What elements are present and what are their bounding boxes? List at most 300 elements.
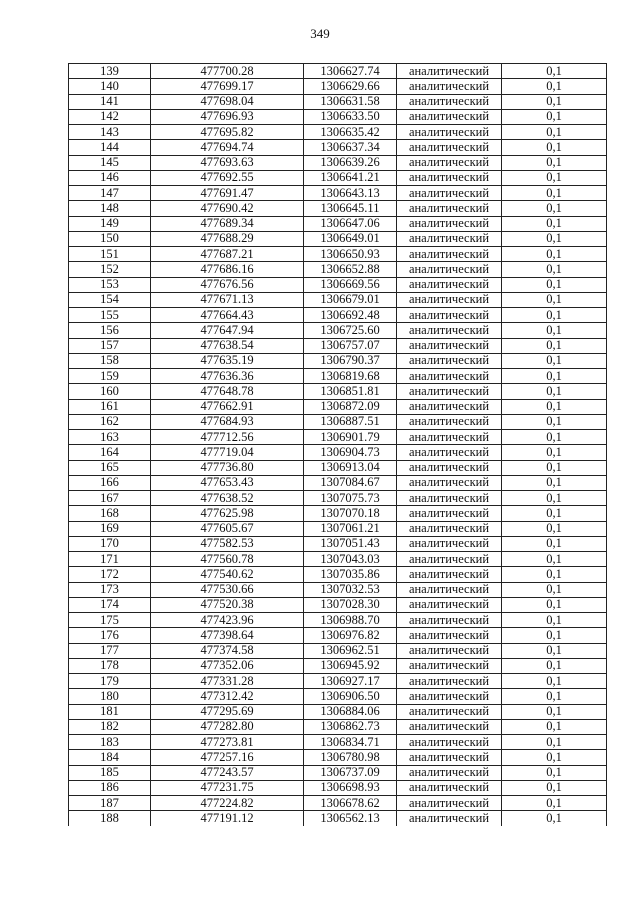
method-cell: аналитический	[397, 323, 502, 338]
y-coordinate-cell: 1306692.48	[304, 308, 397, 323]
x-coordinate-cell: 477689.34	[151, 216, 304, 231]
table-row	[69, 216, 607, 231]
accuracy-cell: 0,1	[502, 384, 607, 399]
accuracy-cell: 0,1	[502, 735, 607, 750]
y-coordinate-cell: 1306904.73	[304, 445, 397, 460]
point-number-cell: 147	[69, 186, 151, 201]
x-coordinate-cell: 477520.38	[151, 597, 304, 612]
point-number-cell: 180	[69, 689, 151, 704]
table-row	[69, 308, 607, 323]
accuracy-cell: 0,1	[502, 292, 607, 307]
accuracy-cell: 0,1	[502, 277, 607, 292]
method-cell: аналитический	[397, 704, 502, 719]
point-number-cell: 179	[69, 674, 151, 689]
x-coordinate-cell: 477331.28	[151, 674, 304, 689]
y-coordinate-cell: 1306641.21	[304, 170, 397, 185]
table-row	[69, 155, 607, 170]
table-row	[69, 689, 607, 704]
accuracy-cell: 0,1	[502, 597, 607, 612]
table-row	[69, 643, 607, 658]
x-coordinate-cell: 477676.56	[151, 277, 304, 292]
method-cell: аналитический	[397, 552, 502, 567]
table-row	[69, 414, 607, 429]
y-coordinate-cell: 1306649.01	[304, 231, 397, 246]
x-coordinate-cell: 477282.80	[151, 719, 304, 734]
accuracy-cell: 0,1	[502, 765, 607, 780]
accuracy-cell: 0,1	[502, 460, 607, 475]
x-coordinate-cell: 477560.78	[151, 552, 304, 567]
y-coordinate-cell: 1306819.68	[304, 369, 397, 384]
y-coordinate-cell: 1306698.93	[304, 780, 397, 795]
x-coordinate-cell: 477696.93	[151, 109, 304, 124]
accuracy-cell: 0,1	[502, 94, 607, 109]
accuracy-cell: 0,1	[502, 247, 607, 262]
y-coordinate-cell: 1306962.51	[304, 643, 397, 658]
x-coordinate-cell: 477638.54	[151, 338, 304, 353]
table-row	[69, 109, 607, 124]
x-coordinate-cell: 477224.82	[151, 796, 304, 811]
x-coordinate-cell: 477423.96	[151, 613, 304, 628]
accuracy-cell: 0,1	[502, 506, 607, 521]
table-row	[69, 170, 607, 185]
accuracy-cell: 0,1	[502, 811, 607, 826]
method-cell: аналитический	[397, 216, 502, 231]
x-coordinate-cell: 477693.63	[151, 155, 304, 170]
y-coordinate-cell: 1307043.03	[304, 552, 397, 567]
method-cell: аналитический	[397, 719, 502, 734]
accuracy-cell: 0,1	[502, 491, 607, 506]
method-cell: аналитический	[397, 445, 502, 460]
table-row	[69, 79, 607, 94]
y-coordinate-cell: 1307035.86	[304, 567, 397, 582]
point-number-cell: 173	[69, 582, 151, 597]
point-number-cell: 139	[69, 64, 151, 79]
point-number-cell: 144	[69, 140, 151, 155]
accuracy-cell: 0,1	[502, 643, 607, 658]
y-coordinate-cell: 1306635.42	[304, 125, 397, 140]
y-coordinate-cell: 1306737.09	[304, 765, 397, 780]
accuracy-cell: 0,1	[502, 674, 607, 689]
point-number-cell: 178	[69, 658, 151, 673]
method-cell: аналитический	[397, 353, 502, 368]
method-cell: аналитический	[397, 79, 502, 94]
accuracy-cell: 0,1	[502, 750, 607, 765]
point-number-cell: 164	[69, 445, 151, 460]
method-cell: аналитический	[397, 247, 502, 262]
method-cell: аналитический	[397, 735, 502, 750]
y-coordinate-cell: 1307075.73	[304, 491, 397, 506]
point-number-cell: 140	[69, 79, 151, 94]
point-number-cell: 169	[69, 521, 151, 536]
x-coordinate-cell: 477231.75	[151, 780, 304, 795]
accuracy-cell: 0,1	[502, 308, 607, 323]
point-number-cell: 146	[69, 170, 151, 185]
point-number-cell: 151	[69, 247, 151, 262]
y-coordinate-cell: 1307070.18	[304, 506, 397, 521]
y-coordinate-cell: 1306790.37	[304, 353, 397, 368]
method-cell: аналитический	[397, 140, 502, 155]
y-coordinate-cell: 1306678.62	[304, 796, 397, 811]
table-row	[69, 125, 607, 140]
method-cell: аналитический	[397, 94, 502, 109]
x-coordinate-cell: 477662.91	[151, 399, 304, 414]
point-number-cell: 175	[69, 613, 151, 628]
table-row	[69, 582, 607, 597]
accuracy-cell: 0,1	[502, 719, 607, 734]
x-coordinate-cell: 477352.06	[151, 658, 304, 673]
x-coordinate-cell: 477671.13	[151, 292, 304, 307]
table-row	[69, 475, 607, 490]
method-cell: аналитический	[397, 536, 502, 551]
x-coordinate-cell: 477530.66	[151, 582, 304, 597]
x-coordinate-cell: 477540.62	[151, 567, 304, 582]
method-cell: аналитический	[397, 765, 502, 780]
table-row	[69, 399, 607, 414]
y-coordinate-cell: 1306834.71	[304, 735, 397, 750]
accuracy-cell: 0,1	[502, 552, 607, 567]
table-row	[69, 658, 607, 673]
x-coordinate-cell: 477653.43	[151, 475, 304, 490]
y-coordinate-cell: 1306627.74	[304, 64, 397, 79]
point-number-cell: 154	[69, 292, 151, 307]
point-number-cell: 176	[69, 628, 151, 643]
x-coordinate-cell: 477712.56	[151, 430, 304, 445]
coordinates-table	[68, 63, 607, 826]
method-cell: аналитический	[397, 414, 502, 429]
method-cell: аналитический	[397, 613, 502, 628]
method-cell: аналитический	[397, 277, 502, 292]
table-row	[69, 597, 607, 612]
x-coordinate-cell: 477695.82	[151, 125, 304, 140]
method-cell: аналитический	[397, 231, 502, 246]
y-coordinate-cell: 1306639.26	[304, 155, 397, 170]
y-coordinate-cell: 1306652.88	[304, 262, 397, 277]
x-coordinate-cell: 477398.64	[151, 628, 304, 643]
point-number-cell: 161	[69, 399, 151, 414]
y-coordinate-cell: 1306976.82	[304, 628, 397, 643]
table-row	[69, 735, 607, 750]
method-cell: аналитический	[397, 186, 502, 201]
accuracy-cell: 0,1	[502, 780, 607, 795]
point-number-cell: 141	[69, 94, 151, 109]
accuracy-cell: 0,1	[502, 369, 607, 384]
point-number-cell: 159	[69, 369, 151, 384]
point-number-cell: 145	[69, 155, 151, 170]
method-cell: аналитический	[397, 643, 502, 658]
method-cell: аналитический	[397, 384, 502, 399]
y-coordinate-cell: 1306887.51	[304, 414, 397, 429]
accuracy-cell: 0,1	[502, 582, 607, 597]
table-row	[69, 201, 607, 216]
x-coordinate-cell: 477664.43	[151, 308, 304, 323]
y-coordinate-cell: 1306945.92	[304, 658, 397, 673]
point-number-cell: 181	[69, 704, 151, 719]
point-number-cell: 171	[69, 552, 151, 567]
x-coordinate-cell: 477648.78	[151, 384, 304, 399]
point-number-cell: 157	[69, 338, 151, 353]
page-number: 349	[310, 26, 330, 41]
table-row	[69, 262, 607, 277]
point-number-cell: 170	[69, 536, 151, 551]
table-row	[69, 750, 607, 765]
point-number-cell: 150	[69, 231, 151, 246]
table-row	[69, 811, 607, 826]
method-cell: аналитический	[397, 597, 502, 612]
point-number-cell: 172	[69, 567, 151, 582]
y-coordinate-cell: 1306647.06	[304, 216, 397, 231]
y-coordinate-cell: 1306629.66	[304, 79, 397, 94]
x-coordinate-cell: 477692.55	[151, 170, 304, 185]
x-coordinate-cell: 477699.17	[151, 79, 304, 94]
method-cell: аналитический	[397, 460, 502, 475]
point-number-cell: 174	[69, 597, 151, 612]
table-row	[69, 628, 607, 643]
coordinates-table-body	[69, 64, 607, 826]
y-coordinate-cell: 1307084.67	[304, 475, 397, 490]
x-coordinate-cell: 477312.42	[151, 689, 304, 704]
accuracy-cell: 0,1	[502, 186, 607, 201]
y-coordinate-cell: 1306988.70	[304, 613, 397, 628]
method-cell: аналитический	[397, 658, 502, 673]
table-row	[69, 719, 607, 734]
point-number-cell: 160	[69, 384, 151, 399]
y-coordinate-cell: 1306862.73	[304, 719, 397, 734]
x-coordinate-cell: 477647.94	[151, 323, 304, 338]
point-number-cell: 142	[69, 109, 151, 124]
point-number-cell: 187	[69, 796, 151, 811]
accuracy-cell: 0,1	[502, 231, 607, 246]
accuracy-cell: 0,1	[502, 613, 607, 628]
x-coordinate-cell: 477582.53	[151, 536, 304, 551]
method-cell: аналитический	[397, 64, 502, 79]
x-coordinate-cell: 477686.16	[151, 262, 304, 277]
point-number-cell: 188	[69, 811, 151, 826]
point-number-cell: 166	[69, 475, 151, 490]
x-coordinate-cell: 477273.81	[151, 735, 304, 750]
point-number-cell: 185	[69, 765, 151, 780]
y-coordinate-cell: 1307028.30	[304, 597, 397, 612]
x-coordinate-cell: 477690.42	[151, 201, 304, 216]
point-number-cell: 165	[69, 460, 151, 475]
accuracy-cell: 0,1	[502, 109, 607, 124]
y-coordinate-cell: 1306872.09	[304, 399, 397, 414]
method-cell: аналитический	[397, 262, 502, 277]
accuracy-cell: 0,1	[502, 323, 607, 338]
method-cell: аналитический	[397, 811, 502, 826]
accuracy-cell: 0,1	[502, 125, 607, 140]
table-row	[69, 613, 607, 628]
table-row	[69, 796, 607, 811]
accuracy-cell: 0,1	[502, 536, 607, 551]
y-coordinate-cell: 1306906.50	[304, 689, 397, 704]
accuracy-cell: 0,1	[502, 262, 607, 277]
accuracy-cell: 0,1	[502, 201, 607, 216]
method-cell: аналитический	[397, 430, 502, 445]
point-number-cell: 183	[69, 735, 151, 750]
table-row	[69, 765, 607, 780]
y-coordinate-cell: 1306901.79	[304, 430, 397, 445]
table-row	[69, 323, 607, 338]
x-coordinate-cell: 477605.67	[151, 521, 304, 536]
y-coordinate-cell: 1306643.13	[304, 186, 397, 201]
y-coordinate-cell: 1307061.21	[304, 521, 397, 536]
accuracy-cell: 0,1	[502, 475, 607, 490]
point-number-cell: 143	[69, 125, 151, 140]
accuracy-cell: 0,1	[502, 689, 607, 704]
table-row	[69, 674, 607, 689]
x-coordinate-cell: 477687.21	[151, 247, 304, 262]
point-number-cell: 177	[69, 643, 151, 658]
y-coordinate-cell: 1306650.93	[304, 247, 397, 262]
method-cell: аналитический	[397, 674, 502, 689]
accuracy-cell: 0,1	[502, 64, 607, 79]
y-coordinate-cell: 1306757.07	[304, 338, 397, 353]
point-number-cell: 167	[69, 491, 151, 506]
point-number-cell: 153	[69, 277, 151, 292]
accuracy-cell: 0,1	[502, 79, 607, 94]
point-number-cell: 155	[69, 308, 151, 323]
table-row	[69, 445, 607, 460]
table-row	[69, 64, 607, 79]
accuracy-cell: 0,1	[502, 704, 607, 719]
point-number-cell: 162	[69, 414, 151, 429]
accuracy-cell: 0,1	[502, 216, 607, 231]
point-number-cell: 186	[69, 780, 151, 795]
y-coordinate-cell: 1306725.60	[304, 323, 397, 338]
y-coordinate-cell: 1306780.98	[304, 750, 397, 765]
point-number-cell: 184	[69, 750, 151, 765]
accuracy-cell: 0,1	[502, 338, 607, 353]
x-coordinate-cell: 477625.98	[151, 506, 304, 521]
x-coordinate-cell: 477635.19	[151, 353, 304, 368]
y-coordinate-cell: 1306884.06	[304, 704, 397, 719]
method-cell: аналитический	[397, 308, 502, 323]
table-row	[69, 780, 607, 795]
x-coordinate-cell: 477295.69	[151, 704, 304, 719]
y-coordinate-cell: 1306851.81	[304, 384, 397, 399]
y-coordinate-cell: 1306633.50	[304, 109, 397, 124]
point-number-cell: 158	[69, 353, 151, 368]
y-coordinate-cell: 1307032.53	[304, 582, 397, 597]
y-coordinate-cell: 1306913.04	[304, 460, 397, 475]
method-cell: аналитический	[397, 475, 502, 490]
y-coordinate-cell: 1306679.01	[304, 292, 397, 307]
accuracy-cell: 0,1	[502, 658, 607, 673]
x-coordinate-cell: 477691.47	[151, 186, 304, 201]
table-row	[69, 704, 607, 719]
x-coordinate-cell: 477374.58	[151, 643, 304, 658]
method-cell: аналитический	[397, 125, 502, 140]
accuracy-cell: 0,1	[502, 521, 607, 536]
x-coordinate-cell: 477191.12	[151, 811, 304, 826]
method-cell: аналитический	[397, 506, 502, 521]
method-cell: аналитический	[397, 582, 502, 597]
x-coordinate-cell: 477700.28	[151, 64, 304, 79]
accuracy-cell: 0,1	[502, 414, 607, 429]
method-cell: аналитический	[397, 338, 502, 353]
accuracy-cell: 0,1	[502, 170, 607, 185]
table-row	[69, 292, 607, 307]
table-row	[69, 491, 607, 506]
accuracy-cell: 0,1	[502, 796, 607, 811]
x-coordinate-cell: 477684.93	[151, 414, 304, 429]
method-cell: аналитический	[397, 170, 502, 185]
x-coordinate-cell: 477719.04	[151, 445, 304, 460]
method-cell: аналитический	[397, 567, 502, 582]
table-row	[69, 460, 607, 475]
accuracy-cell: 0,1	[502, 430, 607, 445]
accuracy-cell: 0,1	[502, 445, 607, 460]
table-row	[69, 552, 607, 567]
y-coordinate-cell: 1306645.11	[304, 201, 397, 216]
accuracy-cell: 0,1	[502, 140, 607, 155]
accuracy-cell: 0,1	[502, 353, 607, 368]
y-coordinate-cell: 1306669.56	[304, 277, 397, 292]
method-cell: аналитический	[397, 399, 502, 414]
y-coordinate-cell: 1306562.13	[304, 811, 397, 826]
accuracy-cell: 0,1	[502, 399, 607, 414]
point-number-cell: 148	[69, 201, 151, 216]
x-coordinate-cell: 477688.29	[151, 231, 304, 246]
accuracy-cell: 0,1	[502, 628, 607, 643]
table-row	[69, 338, 607, 353]
table-row	[69, 353, 607, 368]
method-cell: аналитический	[397, 201, 502, 216]
method-cell: аналитический	[397, 689, 502, 704]
accuracy-cell: 0,1	[502, 567, 607, 582]
table-row	[69, 247, 607, 262]
x-coordinate-cell: 477694.74	[151, 140, 304, 155]
x-coordinate-cell: 477257.16	[151, 750, 304, 765]
method-cell: аналитический	[397, 109, 502, 124]
table-row	[69, 186, 607, 201]
table-row	[69, 277, 607, 292]
table-row	[69, 430, 607, 445]
method-cell: аналитический	[397, 750, 502, 765]
table-row	[69, 506, 607, 521]
x-coordinate-cell: 477638.52	[151, 491, 304, 506]
point-number-cell: 152	[69, 262, 151, 277]
table-row	[69, 369, 607, 384]
table-row	[69, 94, 607, 109]
method-cell: аналитический	[397, 780, 502, 795]
y-coordinate-cell: 1306637.34	[304, 140, 397, 155]
point-number-cell: 168	[69, 506, 151, 521]
method-cell: аналитический	[397, 155, 502, 170]
x-coordinate-cell: 477243.57	[151, 765, 304, 780]
table-row	[69, 567, 607, 582]
x-coordinate-cell: 477736.80	[151, 460, 304, 475]
point-number-cell: 156	[69, 323, 151, 338]
accuracy-cell: 0,1	[502, 155, 607, 170]
x-coordinate-cell: 477698.04	[151, 94, 304, 109]
point-number-cell: 182	[69, 719, 151, 734]
point-number-cell: 149	[69, 216, 151, 231]
method-cell: аналитический	[397, 628, 502, 643]
table-row	[69, 536, 607, 551]
x-coordinate-cell: 477636.36	[151, 369, 304, 384]
method-cell: аналитический	[397, 369, 502, 384]
table-row	[69, 521, 607, 536]
method-cell: аналитический	[397, 521, 502, 536]
table-row	[69, 140, 607, 155]
method-cell: аналитический	[397, 796, 502, 811]
method-cell: аналитический	[397, 292, 502, 307]
y-coordinate-cell: 1307051.43	[304, 536, 397, 551]
point-number-cell: 163	[69, 430, 151, 445]
table-row	[69, 384, 607, 399]
y-coordinate-cell: 1306631.58	[304, 94, 397, 109]
